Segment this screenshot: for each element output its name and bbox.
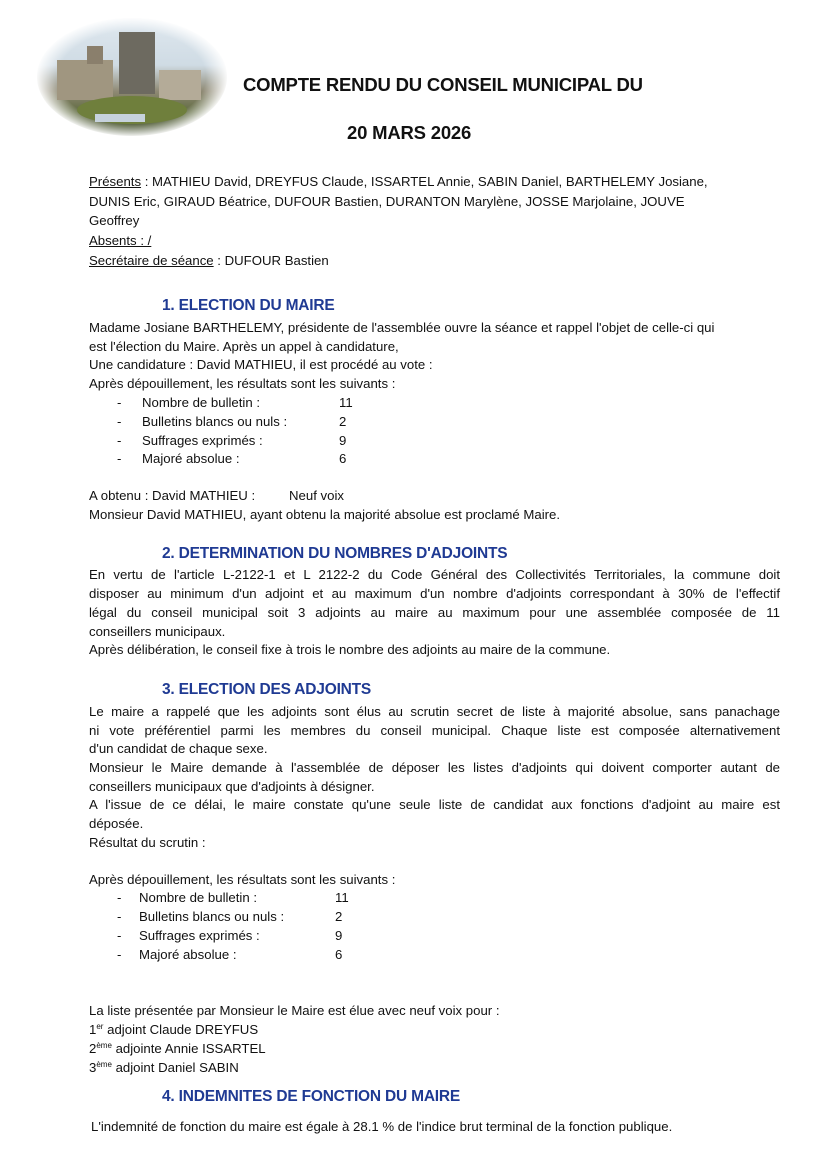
bullet-dash: - [117,414,122,429]
section-1-heading: 1. ELECTION DU MAIRE [162,297,335,314]
elected-intro: La liste présentée par Monsieur le Maire est élue avec neuf voix pour : [89,1003,500,1018]
bullet-dash: - [117,395,122,410]
logo-belfry [87,46,103,64]
secretary-value: : DUFOUR Bastien [213,253,329,268]
logo-pool [95,114,145,122]
section-1-text: Une candidature : David MATHIEU, il est procédé au vote : [89,357,433,372]
bullet-dash: - [117,890,122,905]
section-3-text: Après dépouillement, les résultats sont les suivants : [89,872,396,887]
section-2-text: disposer au minimum d'un adjoint et au maximum d'un nombre d'adjoints correspondant à 30% de l'effectif [89,586,780,601]
present-label: Présents [89,174,142,189]
section-2-text: Après délibération, le conseil fixe à trois le nombre des adjoints au maire de la commune. [89,642,611,657]
present-line-3: Geoffrey [89,213,140,228]
section-3-text: d'un candidat de chaque sexe. [89,741,268,756]
section-1-conclusion: Monsieur David MATHIEU, ayant obtenu la majorité absolue est proclamé Maire. [89,507,561,522]
present-line-1: Présents : MATHIEU David, DREYFUS Claude, ISSARTEL Annie, SABIN Daniel, BARTHELEMY Josiane, [89,174,708,189]
logo-house [159,70,201,100]
logo-church [57,60,113,100]
absent-label: Absents : / [89,233,152,248]
section-3-text: déposée. [89,816,144,831]
section-4-text: L'indemnité de fonction du maire est égale à 28.1 % de l'indice brut terminal de la fonction publique. [91,1119,673,1134]
section-3-text: ni vote préférentiel parmi les membres du conseil municipal. Chaque liste est composée alternativement [89,723,780,738]
section-3-text: Le maire a rappelé que les adjoints sont élus au scrutin secret de liste à majorité absolue, sans panachage [89,704,780,719]
section-2-heading: 2. DETERMINATION DU NOMBRES D'ADJOINTS [162,545,508,562]
section-3-text: Résultat du scrutin : [89,835,206,850]
bullet-dash: - [117,928,122,943]
obtained-line [89,488,344,503]
bullet-dash: - [117,909,122,924]
document-title: COMPTE RENDU DU CONSEIL MUNICIPAL DU [243,74,643,95]
village-logo-image [37,18,227,136]
bullet-dash: - [117,433,122,448]
obtained-value: Neuf voix [289,488,344,503]
adjoint-3: 3ème adjoint Daniel SABIN [89,1060,239,1075]
section-3-heading: 3. ELECTION DES ADJOINTS [162,681,372,698]
adjoint-2: 2ème adjointe Annie ISSARTEL [89,1041,266,1056]
section-2-text: légal du conseil municipal soit 3 adjoints au maire au maximum pour une assemblée composée de 11 [89,605,780,620]
section-2-text: conseillers municipaux. [89,624,226,639]
adjoint-1: 1er adjoint Claude DREYFUS [89,1022,259,1037]
section-1-text: est l'élection du Maire. Après un appel à candidature, [89,339,399,354]
section-1-text: Madame Josiane BARTHELEMY, présidente de l'assemblée ouvre la séance et rappel l'objet de celle-ci qui [89,320,715,335]
bullet-dash: - [117,451,122,466]
present-line-2: DUNIS Eric, GIRAUD Béatrice, DUFOUR Bastien, DURANTON Marylène, JOSSE Marjolaine, JOUVE [89,194,685,209]
section-3-text: A l'issue de ce délai, le maire constate qu'une seule liste de candidat aux fonctions d'adjoint au maire est [89,797,780,812]
logo-tower [119,32,155,94]
obtained-label: A obtenu : David MATHIEU : [89,488,256,503]
secretary-label: Secrétaire de séance [89,253,214,268]
section-4-heading: 4. INDEMNITES DE FONCTION DU MAIRE [162,1088,461,1105]
document-date: 20 MARS 2026 [347,122,472,143]
section-3-text: Monsieur le Maire demande à l'assemblée de déposer les listes d'adjoints qui doivent comporter autant de [89,760,780,775]
section-2-text: En vertu de l'article L-2122-1 et L 2122-2 du Code Général des Collectivités Territoriales, la commune doit [89,567,780,582]
bullet-dash: - [117,947,122,962]
section-1-text: Après dépouillement, les résultats sont les suivants : [89,376,396,391]
section-3-text: conseillers municipaux que d'adjoints à désigner. [89,779,375,794]
secretary-line [89,253,329,268]
